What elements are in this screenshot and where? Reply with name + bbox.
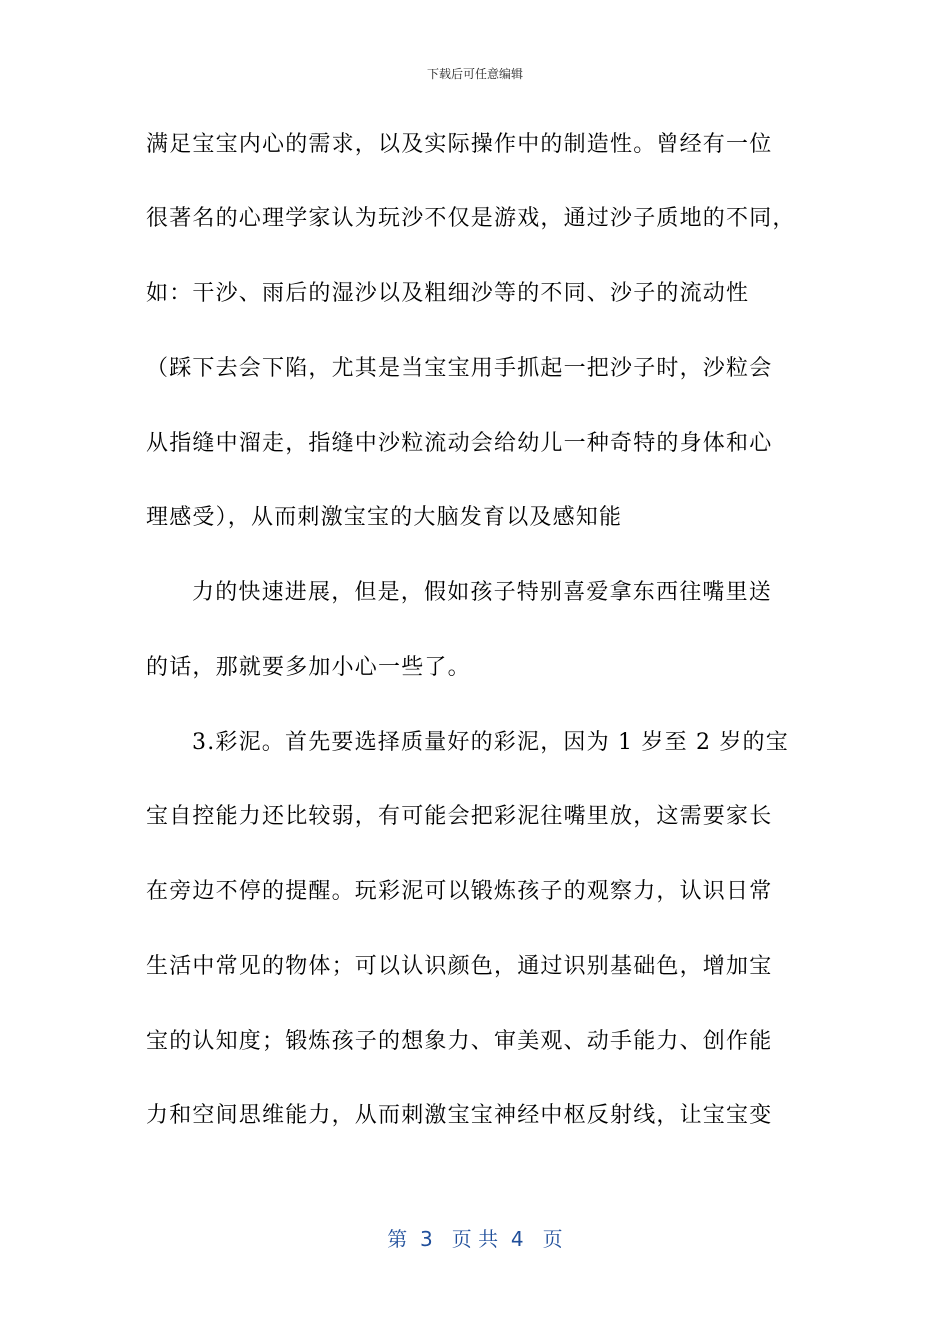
text-line: 3.彩泥。首先要选择质量好的彩泥，因为 1 岁至 2 岁的宝 — [192, 730, 789, 755]
text-line: 在旁边不停的提醒。玩彩泥可以锻炼孩子的观察力，认识日常 — [146, 879, 773, 904]
header-note: 下载后可任意编辑 — [426, 67, 523, 81]
text-line: 如：干沙、雨后的湿沙以及粗细沙等的不同、沙子的流动性 — [146, 281, 750, 306]
text-line: 生活中常见的物体；可以认识颜色，通过识别基础色，增加宝 — [146, 954, 773, 979]
text-line: 满足宝宝内心的需求，以及实际操作中的制造性。曾经有一位 — [146, 132, 773, 157]
text-line: 力的快速进展，但是，假如孩子特别喜爱拿东西往嘴里送 — [192, 580, 773, 605]
text-line: 力和空间思维能力，从而刺激宝宝神经中枢反射线，让宝宝变 — [146, 1103, 773, 1128]
text-line: 宝自控能力还比较弱，有可能会把彩泥往嘴里放，这需要家长 — [146, 804, 773, 829]
text-line: （踩下去会下陷，尤其是当宝宝用手抓起一把沙子时，沙粒会 — [146, 356, 773, 381]
text-line: 从指缝中溜走，指缝中沙粒流动会给幼儿一种奇特的身体和心 — [146, 431, 773, 456]
text-line: 很著名的心理学家认为玩沙不仅是游戏，通过沙子质地的不同， — [146, 206, 796, 231]
text-line: 理感受），从而刺激宝宝的大脑发育以及感知能 — [146, 505, 623, 530]
page-number-footer: 第 3 页 共 4 页 — [387, 1227, 563, 1251]
text-line: 宝的认知度；锻炼孩子的想象力、审美观、动手能力、创作能 — [146, 1029, 773, 1054]
text-line: 的话，那就要多加小心一些了。 — [146, 655, 471, 680]
